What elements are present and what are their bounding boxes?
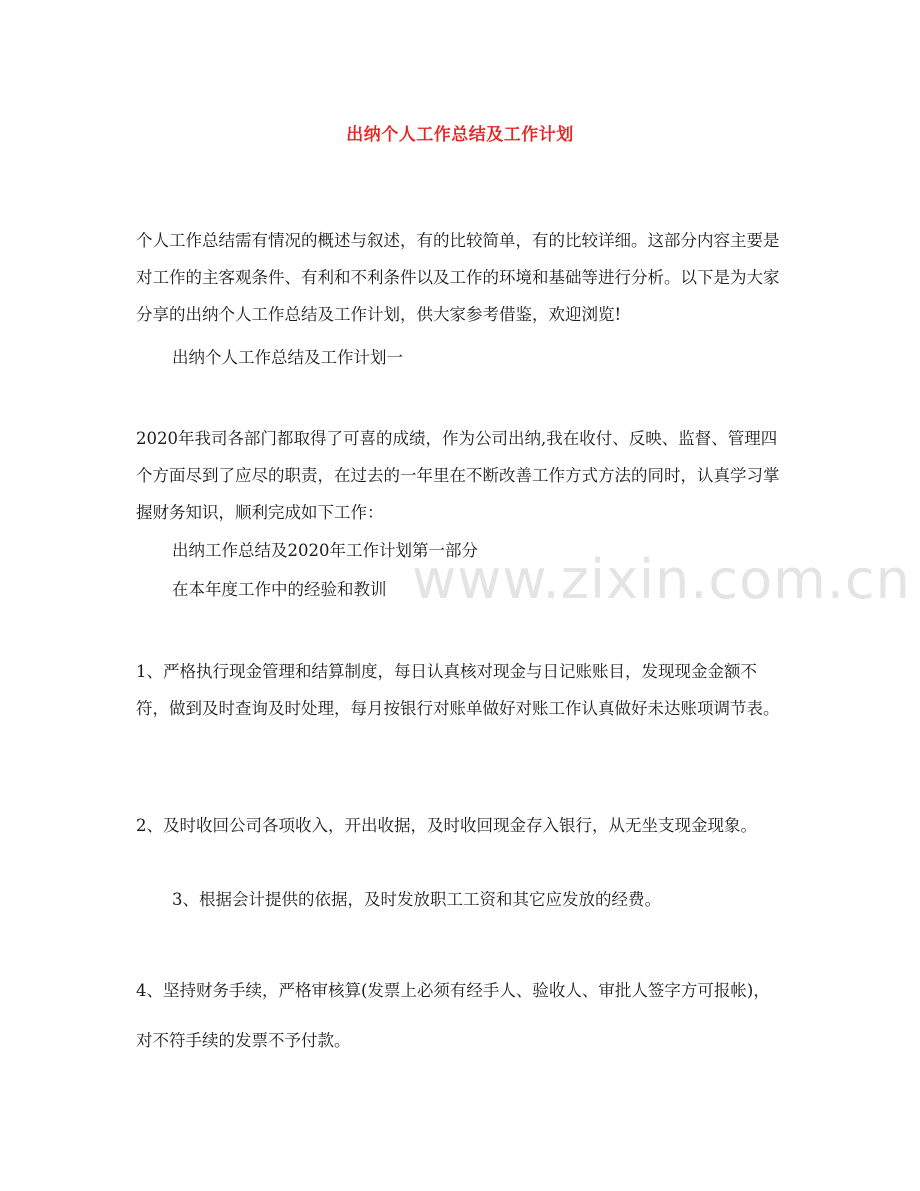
list-item-1: 1、严格执行现金管理和结算制度，每日认真核对现金与日记账账目，发现现金金额不符，做到及时查询及时处理，每月按银行对账单做好对账工作认真做好未达账项调节表。: [136, 662, 780, 718]
list-item-2: 2、及时收回公司各项收入，开出收据，及时收回现金存入银行，从无坐支现金现象。: [136, 816, 757, 835]
intro-paragraph: 个人工作总结需有情况的概述与叙述，有的比较简单，有的比较详细。这部分内容主要是对工作的主客观条件、有利和不利条件以及工作的环境和基础等进行分析。以下是为大家分享的出纳个人工作总结及工作计划，供大家参考借鉴，欢迎浏览!: [136, 231, 780, 324]
watermark: www.zixin.com.cn: [412, 548, 911, 611]
section-heading: 出纳个人工作总结及工作计划一: [172, 348, 403, 367]
paragraph-2020: 2020年我司各部门都取得了可喜的成绩，作为公司出纳,我在收付、反映、监督、管理四个方面尽到了应尽的职责，在过去的一年里在不断改善工作方式方法的同时，认真学习掌握财务知识，顺利完成如下工作：: [136, 429, 780, 522]
list-item-4: 4、坚持财务手续，严格审核算(发票上必须有经手人、验收人、审批人签字方可报帐)，对不符手续的发票不予付款。: [136, 981, 770, 1050]
document-title: 出纳个人工作总结及工作计划: [346, 125, 574, 145]
list-item-3: 3、根据会计提供的依据，及时发放职工工资和其它应发放的经费。: [172, 890, 661, 909]
part-one-heading: 出纳工作总结及2020年工作计划第一部分: [172, 541, 478, 560]
lessons-heading: 在本年度工作中的经验和教训: [172, 580, 387, 599]
